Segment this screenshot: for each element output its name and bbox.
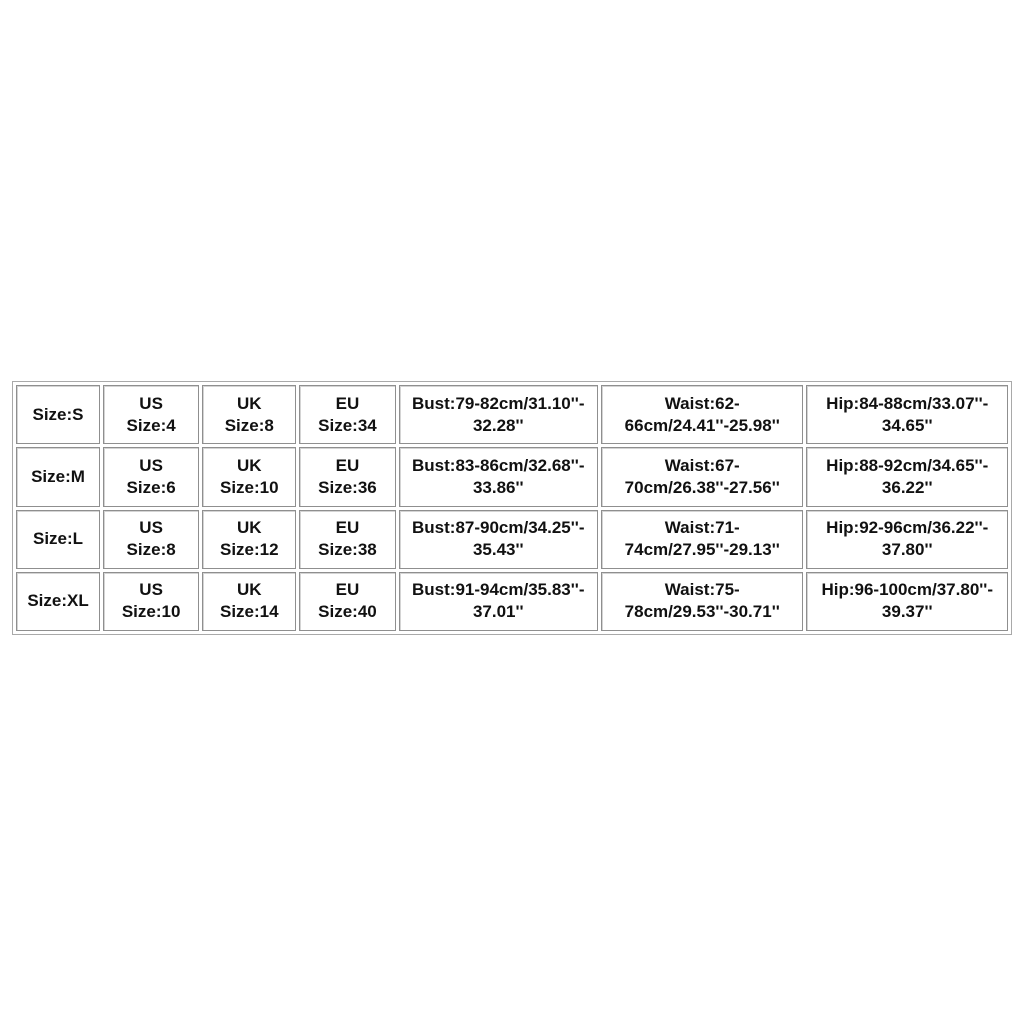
eu-size-cell: EU Size:40 [299,572,395,631]
waist-cell: Waist:75- 78cm/29.53''-30.71'' [601,572,803,631]
hip-cell: Hip:84-88cm/33.07''- 34.65'' [806,385,1008,444]
size-cell: Size:S [16,385,100,444]
us-size-cell: US Size:8 [103,510,199,569]
hip-cell: Hip:92-96cm/36.22''- 37.80'' [806,510,1008,569]
hip-cell: Hip:96-100cm/37.80''- 39.37'' [806,572,1008,631]
uk-size-cell: UK Size:10 [202,447,296,506]
waist-cell: Waist:67- 70cm/26.38''-27.56'' [601,447,803,506]
bust-cell: Bust:83-86cm/32.68''- 33.86'' [399,447,598,506]
eu-size-cell: EU Size:38 [299,510,395,569]
us-size-cell: US Size:6 [103,447,199,506]
hip-cell: Hip:88-92cm/34.65''- 36.22'' [806,447,1008,506]
size-chart-table [12,381,1012,635]
us-size-cell: US Size:10 [103,572,199,631]
size-cell: Size:L [16,510,100,569]
waist-cell: Waist:71- 74cm/27.95''-29.13'' [601,510,803,569]
eu-size-cell: EU Size:36 [299,447,395,506]
size-cell: Size:M [16,447,100,506]
table-row-s [16,385,1008,444]
waist-cell: Waist:62- 66cm/24.41''-25.98'' [601,385,803,444]
uk-size-cell: UK Size:14 [202,572,296,631]
bust-cell: Bust:87-90cm/34.25''- 35.43'' [399,510,598,569]
uk-size-cell: UK Size:12 [202,510,296,569]
bust-cell: Bust:79-82cm/31.10''- 32.28'' [399,385,598,444]
size-cell: Size:XL [16,572,100,631]
eu-size-cell: EU Size:34 [299,385,395,444]
table-row-xl [16,572,1008,631]
table-row-l [16,510,1008,569]
table-row-m [16,447,1008,506]
uk-size-cell: UK Size:8 [202,385,296,444]
bust-cell: Bust:91-94cm/35.83''- 37.01'' [399,572,598,631]
us-size-cell: US Size:4 [103,385,199,444]
